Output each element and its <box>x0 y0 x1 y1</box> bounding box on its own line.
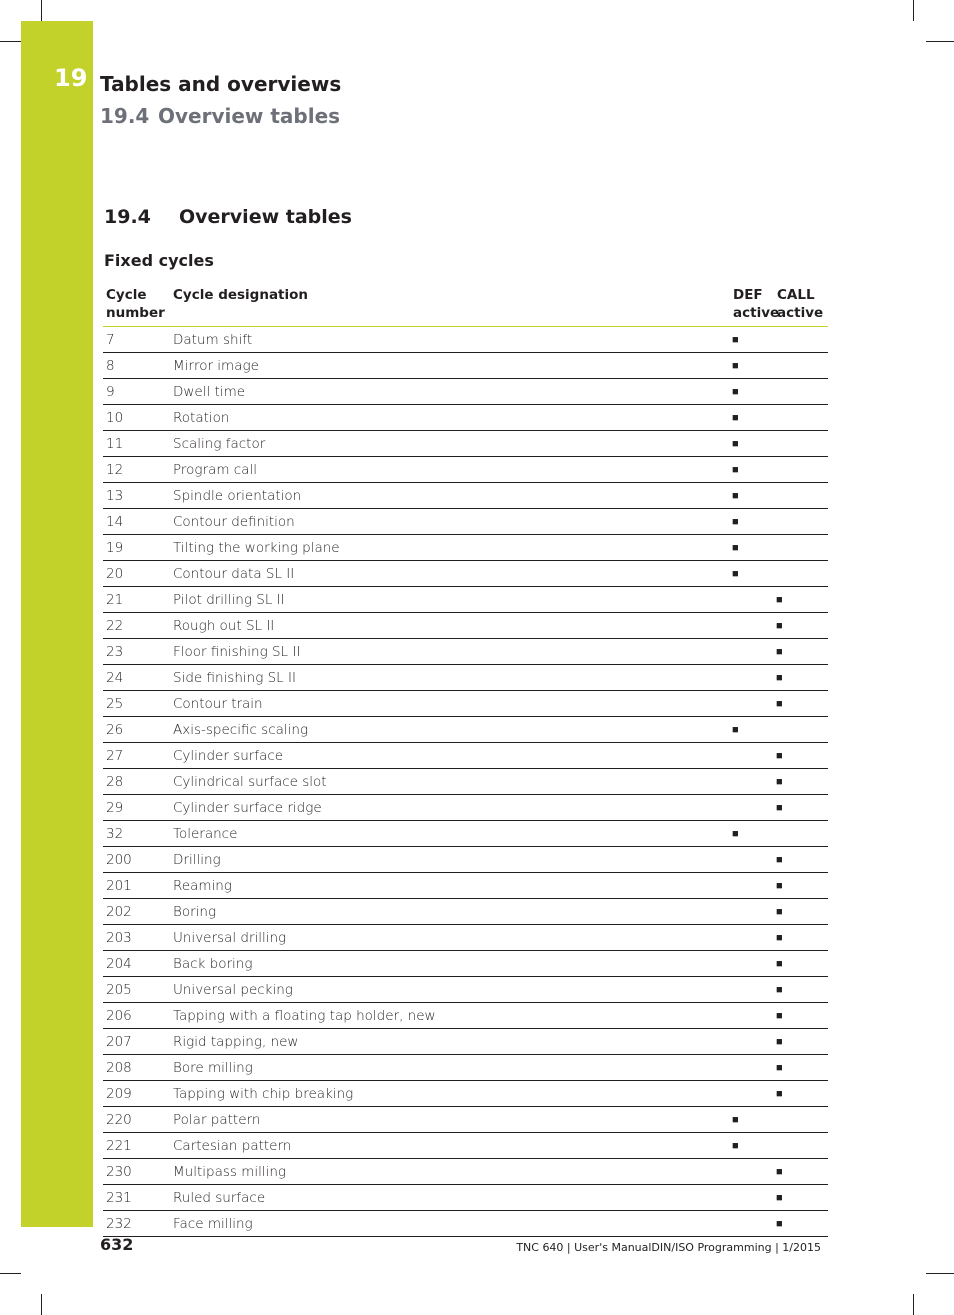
def-active-cell <box>730 1055 774 1081</box>
def-active-cell: ■ <box>730 509 774 535</box>
cycle-number-cell: 32 <box>103 821 170 847</box>
crop-mark <box>926 41 954 42</box>
section-heading <box>104 206 352 228</box>
footer-text: TNC 640 | User's ManualDIN/ISO Programming | 1/2015 <box>516 1241 821 1254</box>
def-active-cell: ■ <box>730 353 774 379</box>
cycle-designation-cell: Universal drilling <box>170 925 730 951</box>
table-row <box>103 873 828 899</box>
call-active-cell: ■ <box>774 1029 828 1055</box>
cycle-number-cell: 7 <box>103 327 170 353</box>
table-row <box>103 535 828 561</box>
cycle-number-cell: 12 <box>103 457 170 483</box>
def-active-cell <box>730 1185 774 1211</box>
def-active-cell: ■ <box>730 405 774 431</box>
call-active-cell: ■ <box>774 1055 828 1081</box>
call-active-cell: ■ <box>774 691 828 717</box>
cycle-number-cell: 8 <box>103 353 170 379</box>
def-active-cell: ■ <box>730 561 774 587</box>
table-row <box>103 509 828 535</box>
call-active-cell <box>774 457 828 483</box>
call-active-cell: ■ <box>774 587 828 613</box>
table-row <box>103 847 828 873</box>
cycle-number-cell: 24 <box>103 665 170 691</box>
call-active-cell: ■ <box>774 665 828 691</box>
cycle-designation-cell: Cartesian pattern <box>170 1133 730 1159</box>
def-active-cell: ■ <box>730 717 774 743</box>
def-active-cell <box>730 665 774 691</box>
section-heading-number: 19.4 <box>104 206 151 228</box>
crop-mark <box>913 1294 914 1315</box>
call-active-cell: ■ <box>774 1211 828 1237</box>
cycle-number-cell: 200 <box>103 847 170 873</box>
call-active-cell: ■ <box>774 925 828 951</box>
call-active-cell: ■ <box>774 613 828 639</box>
table-row <box>103 769 828 795</box>
call-active-cell <box>774 1133 828 1159</box>
table-row <box>103 977 828 1003</box>
cycle-number-cell: 201 <box>103 873 170 899</box>
cycle-designation-cell: Tilting the working plane <box>170 535 730 561</box>
def-active-cell: ■ <box>730 327 774 353</box>
cycle-designation-cell: Face milling <box>170 1211 730 1237</box>
cycle-designation-cell: Spindle orientation <box>170 483 730 509</box>
cycle-designation-cell: Cylindrical surface slot <box>170 769 730 795</box>
def-active-cell <box>730 1029 774 1055</box>
cycle-number-cell: 25 <box>103 691 170 717</box>
cycle-designation-cell: Pilot drilling SL II <box>170 587 730 613</box>
cycle-designation-cell: Rotation <box>170 405 730 431</box>
call-active-cell <box>774 535 828 561</box>
cycle-designation-cell: Mirror image <box>170 353 730 379</box>
table-row <box>103 1081 828 1107</box>
def-active-cell: ■ <box>730 457 774 483</box>
running-section-number: 19.4 <box>100 104 150 128</box>
table-row <box>103 743 828 769</box>
table-row <box>103 561 828 587</box>
table-row <box>103 717 828 743</box>
crop-mark <box>41 0 42 21</box>
call-active-cell <box>774 431 828 457</box>
table-row <box>103 899 828 925</box>
table-row <box>103 483 828 509</box>
table-row <box>103 795 828 821</box>
cycle-number-cell: 10 <box>103 405 170 431</box>
def-active-cell <box>730 1159 774 1185</box>
cycle-designation-cell: Program call <box>170 457 730 483</box>
cycle-number-cell: 203 <box>103 925 170 951</box>
call-active-cell: ■ <box>774 1081 828 1107</box>
call-active-cell <box>774 379 828 405</box>
cycle-designation-cell: Reaming <box>170 873 730 899</box>
call-active-cell <box>774 483 828 509</box>
chapter-sidebar <box>21 21 93 1227</box>
table-row <box>103 665 828 691</box>
cycle-number-cell: 231 <box>103 1185 170 1211</box>
def-active-cell <box>730 873 774 899</box>
cycle-number-cell: 9 <box>103 379 170 405</box>
cycle-number-cell: 205 <box>103 977 170 1003</box>
cycle-number-cell: 21 <box>103 587 170 613</box>
def-active-cell <box>730 691 774 717</box>
cycle-number-cell: 209 <box>103 1081 170 1107</box>
table-row <box>103 405 828 431</box>
table-row <box>103 587 828 613</box>
header-cycle-number: Cycle number <box>103 283 170 327</box>
cycle-number-cell: 20 <box>103 561 170 587</box>
def-active-cell: ■ <box>730 379 774 405</box>
cycle-designation-cell: Scaling factor <box>170 431 730 457</box>
cycle-designation-cell: Multipass milling <box>170 1159 730 1185</box>
crop-mark <box>0 41 21 42</box>
def-active-cell <box>730 795 774 821</box>
def-active-cell <box>730 639 774 665</box>
def-active-cell <box>730 587 774 613</box>
cycle-number-cell: 28 <box>103 769 170 795</box>
cycle-number-cell: 26 <box>103 717 170 743</box>
table-row <box>103 1029 828 1055</box>
table-row <box>103 1159 828 1185</box>
call-active-cell <box>774 821 828 847</box>
cycle-designation-cell: Datum shift <box>170 327 730 353</box>
table-row <box>103 925 828 951</box>
cycle-number-cell: 204 <box>103 951 170 977</box>
subsection-heading: Fixed cycles <box>104 251 214 270</box>
cycle-number-cell: 29 <box>103 795 170 821</box>
call-active-cell: ■ <box>774 769 828 795</box>
def-active-cell <box>730 847 774 873</box>
def-active-cell <box>730 977 774 1003</box>
cycle-designation-cell: Cylinder surface <box>170 743 730 769</box>
call-active-cell: ■ <box>774 795 828 821</box>
call-active-cell: ■ <box>774 743 828 769</box>
call-active-cell: ■ <box>774 977 828 1003</box>
table-row <box>103 613 828 639</box>
cycle-number-cell: 230 <box>103 1159 170 1185</box>
cycle-designation-cell: Axis-specific scaling <box>170 717 730 743</box>
cycle-number-cell: 207 <box>103 1029 170 1055</box>
def-active-cell: ■ <box>730 821 774 847</box>
running-section-title <box>100 104 340 128</box>
table-row <box>103 821 828 847</box>
def-active-cell <box>730 1081 774 1107</box>
running-chapter-title: Tables and overviews <box>100 72 342 96</box>
cycle-number-cell: 27 <box>103 743 170 769</box>
def-active-cell <box>730 1211 774 1237</box>
call-active-cell: ■ <box>774 1003 828 1029</box>
table-row <box>103 431 828 457</box>
cycle-designation-cell: Polar pattern <box>170 1107 730 1133</box>
header-call-active: CALL active <box>774 283 828 327</box>
call-active-cell <box>774 561 828 587</box>
table-row <box>103 1185 828 1211</box>
cycle-number-cell: 14 <box>103 509 170 535</box>
table-row <box>103 327 828 353</box>
table-row <box>103 1211 828 1237</box>
cycle-designation-cell: Contour train <box>170 691 730 717</box>
def-active-cell <box>730 951 774 977</box>
cycle-designation-cell: Rough out SL II <box>170 613 730 639</box>
call-active-cell: ■ <box>774 847 828 873</box>
call-active-cell <box>774 509 828 535</box>
cycle-number-cell: 19 <box>103 535 170 561</box>
header-cycle-designation: Cycle designation <box>170 283 730 327</box>
table-row <box>103 1133 828 1159</box>
header-def-active: DEF active <box>730 283 774 327</box>
cycle-designation-cell: Rigid tapping, new <box>170 1029 730 1055</box>
crop-mark <box>926 1273 954 1274</box>
table-row <box>103 353 828 379</box>
table-row <box>103 379 828 405</box>
call-active-cell: ■ <box>774 1159 828 1185</box>
cycle-number-cell: 23 <box>103 639 170 665</box>
cycle-designation-cell: Bore milling <box>170 1055 730 1081</box>
def-active-cell <box>730 769 774 795</box>
cycle-designation-cell: Drilling <box>170 847 730 873</box>
running-section-label: Overview tables <box>158 104 341 128</box>
table-row <box>103 691 828 717</box>
def-active-cell: ■ <box>730 1107 774 1133</box>
cycle-designation-cell: Boring <box>170 899 730 925</box>
def-active-cell: ■ <box>730 1133 774 1159</box>
cycle-number-cell: 13 <box>103 483 170 509</box>
def-active-cell: ■ <box>730 483 774 509</box>
call-active-cell: ■ <box>774 873 828 899</box>
cycle-designation-cell: Tapping with a floating tap holder, new <box>170 1003 730 1029</box>
call-active-cell: ■ <box>774 951 828 977</box>
crop-mark <box>0 1273 21 1274</box>
section-heading-title: Overview tables <box>179 206 352 228</box>
table-row <box>103 639 828 665</box>
cycle-number-cell: 22 <box>103 613 170 639</box>
table-row <box>103 951 828 977</box>
cycle-designation-cell: Universal pecking <box>170 977 730 1003</box>
cycle-number-cell: 202 <box>103 899 170 925</box>
cycle-number-cell: 232 <box>103 1211 170 1237</box>
cycle-number-cell: 221 <box>103 1133 170 1159</box>
call-active-cell <box>774 405 828 431</box>
call-active-cell: ■ <box>774 899 828 925</box>
cycle-designation-cell: Dwell time <box>170 379 730 405</box>
def-active-cell <box>730 925 774 951</box>
call-active-cell <box>774 717 828 743</box>
cycle-designation-cell: Side finishing SL II <box>170 665 730 691</box>
chapter-number: 19 <box>54 64 88 92</box>
call-active-cell <box>774 327 828 353</box>
crop-mark <box>41 1294 42 1315</box>
call-active-cell: ■ <box>774 1185 828 1211</box>
cycle-number-cell: 208 <box>103 1055 170 1081</box>
table-row <box>103 1003 828 1029</box>
cycle-designation-cell: Contour data SL II <box>170 561 730 587</box>
cycle-designation-cell: Back boring <box>170 951 730 977</box>
def-active-cell: ■ <box>730 535 774 561</box>
def-active-cell: ■ <box>730 431 774 457</box>
crop-mark <box>913 0 914 21</box>
call-active-cell: ■ <box>774 639 828 665</box>
cycle-designation-cell: Ruled surface <box>170 1185 730 1211</box>
table-row <box>103 1055 828 1081</box>
cycle-number-cell: 220 <box>103 1107 170 1133</box>
call-active-cell <box>774 1107 828 1133</box>
def-active-cell <box>730 613 774 639</box>
cycle-number-cell: 206 <box>103 1003 170 1029</box>
page-number: 632 <box>100 1235 134 1254</box>
call-active-cell <box>774 353 828 379</box>
def-active-cell <box>730 743 774 769</box>
table-row <box>103 457 828 483</box>
cycle-number-cell: 11 <box>103 431 170 457</box>
cycle-designation-cell: Tapping with chip breaking <box>170 1081 730 1107</box>
def-active-cell <box>730 1003 774 1029</box>
cycle-designation-cell: Contour definition <box>170 509 730 535</box>
def-active-cell <box>730 899 774 925</box>
cycle-designation-cell: Floor finishing SL II <box>170 639 730 665</box>
fixed-cycles-table <box>103 283 828 1237</box>
table-header-row <box>103 283 828 327</box>
cycle-designation-cell: Cylinder surface ridge <box>170 795 730 821</box>
cycle-designation-cell: Tolerance <box>170 821 730 847</box>
table-row <box>103 1107 828 1133</box>
